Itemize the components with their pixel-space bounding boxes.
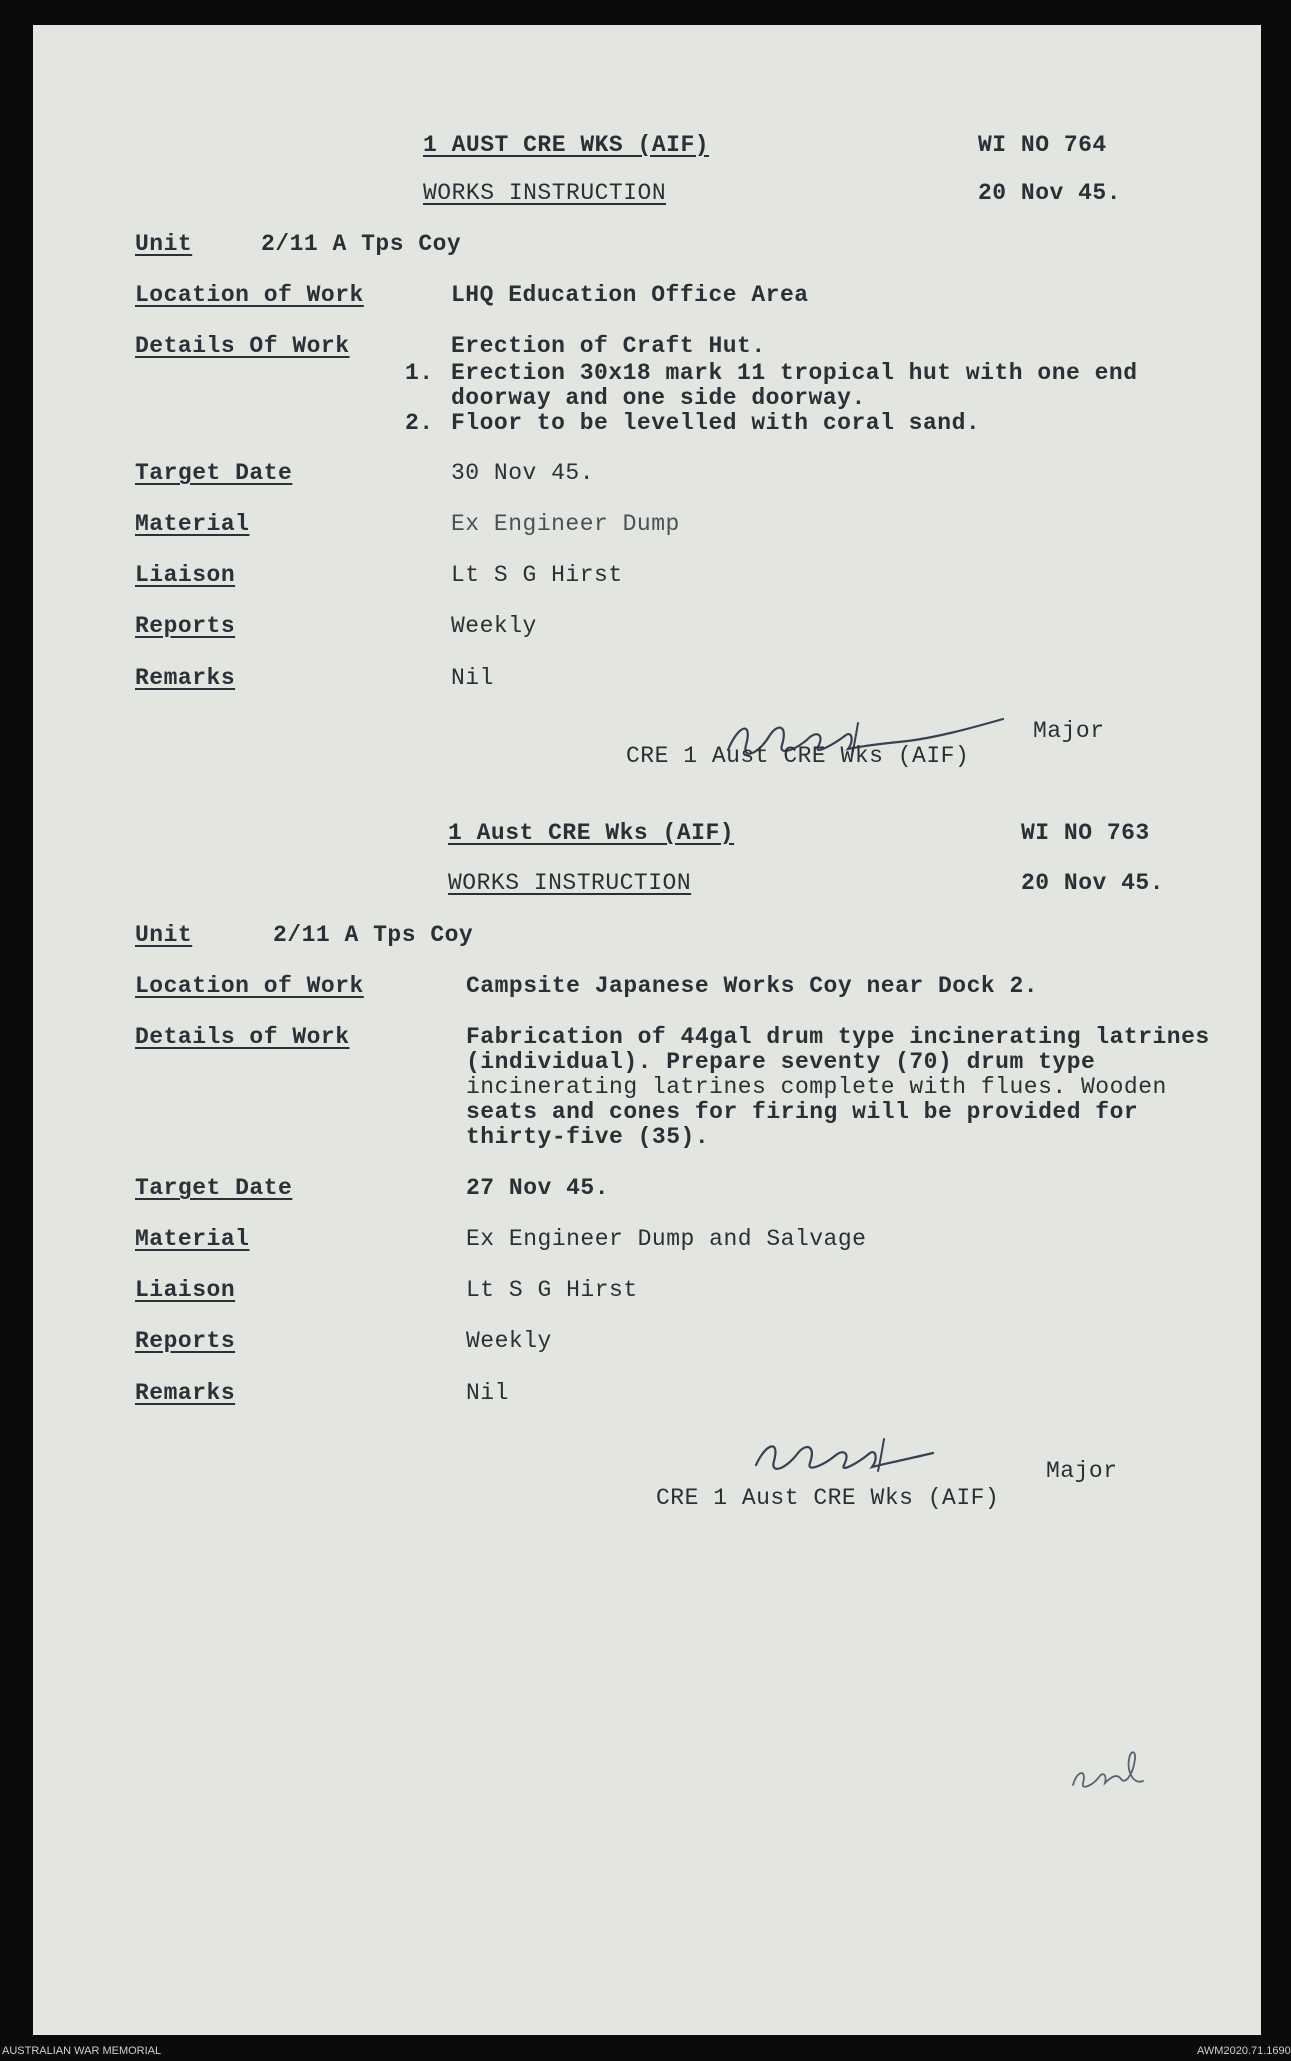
instruction-2-target-date-value: 27 Nov 45. xyxy=(466,1175,610,1201)
instruction-2-liaison-value: Lt S G Hirst xyxy=(466,1277,638,1303)
instruction-1-details-item-line: Floor to be levelled with coral sand. xyxy=(451,410,981,436)
instruction-2-remarks-label: Remarks xyxy=(135,1380,236,1406)
initials-mark xyxy=(1063,1735,1153,1805)
instruction-2-signature-title: CRE 1 Aust CRE Wks (AIF) xyxy=(656,1485,1000,1511)
instruction-2-unit-label: Unit xyxy=(135,922,193,948)
instruction-2-details-line: seats and cones for firing will be provided for xyxy=(466,1099,1139,1125)
instruction-1-subheading: WORKS INSTRUCTION xyxy=(423,180,667,206)
instruction-1-target-date-label: Target Date xyxy=(135,460,293,486)
instruction-1-date: 20 Nov 45. xyxy=(978,180,1122,206)
instruction-2-liaison-label: Liaison xyxy=(135,1277,236,1303)
instruction-1-material-value: Ex Engineer Dump xyxy=(451,511,680,537)
instruction-1-unit-label: Unit xyxy=(135,231,193,257)
instruction-1-liaison-value: Lt S G Hirst xyxy=(451,562,623,588)
instruction-1-details-item-number: 2. xyxy=(405,410,434,436)
instruction-2-material-label: Material xyxy=(135,1226,250,1252)
instruction-2-signature xyxy=(748,1425,978,1485)
instruction-2-location-value: Campsite Japanese Works Coy near Dock 2. xyxy=(466,973,1039,999)
instruction-1-unit-value: 2/11 A Tps Coy xyxy=(261,231,462,257)
instruction-2-details-line: (individual). Prepare seventy (70) drum type xyxy=(466,1049,1096,1075)
instruction-1-liaison-label: Liaison xyxy=(135,562,236,588)
instruction-2-signature-rank: Major xyxy=(1046,1458,1118,1484)
instruction-2-subheading: WORKS INSTRUCTION xyxy=(448,870,692,896)
instruction-1-material-label: Material xyxy=(135,511,250,537)
instruction-2-target-date-label: Target Date xyxy=(135,1175,293,1201)
instruction-1-wi-number: WI NO 764 xyxy=(978,132,1107,158)
instruction-2-details-line: thirty-five (35). xyxy=(466,1124,710,1150)
instruction-1-remarks-label: Remarks xyxy=(135,665,236,691)
instruction-1-signature-rank: Major xyxy=(1033,718,1105,744)
document-page xyxy=(33,25,1261,2035)
instruction-1-details-item-line: doorway and one side doorway. xyxy=(451,385,866,411)
instruction-1-location-label: Location of Work xyxy=(135,282,364,308)
instruction-2-wi-number: WI NO 763 xyxy=(1021,820,1150,846)
instruction-2-unit-value: 2/11 A Tps Coy xyxy=(273,922,474,948)
instruction-1-signature-title: CRE 1 Aust CRE Wks (AIF) xyxy=(626,743,970,769)
instruction-2-material-value: Ex Engineer Dump and Salvage xyxy=(466,1226,867,1252)
instruction-2-details-line: Fabrication of 44gal drum type incinerating latrines xyxy=(466,1024,1210,1050)
instruction-2-remarks-value: Nil xyxy=(466,1380,509,1406)
instruction-1-details-label: Details Of Work xyxy=(135,333,350,359)
instruction-1-remarks-value: Nil xyxy=(451,665,494,691)
instruction-1-location-value: LHQ Education Office Area xyxy=(451,282,809,308)
instruction-1-reports-value: Weekly xyxy=(451,613,537,639)
instruction-1-reports-label: Reports xyxy=(135,613,236,639)
instruction-2-location-label: Location of Work xyxy=(135,973,364,999)
instruction-2-heading: 1 Aust CRE Wks (AIF) xyxy=(448,820,735,846)
instruction-1-target-date-value: 30 Nov 45. xyxy=(451,460,595,486)
instruction-1-details-item-line: Erection 30x18 mark 11 tropical hut with one end xyxy=(451,360,1138,386)
instruction-2-date: 20 Nov 45. xyxy=(1021,870,1165,896)
instruction-2-reports-label: Reports xyxy=(135,1328,236,1354)
instruction-2-details-line: incinerating latrines complete with flues. Wooden xyxy=(466,1074,1167,1100)
instruction-1-details-item-number: 1. xyxy=(405,360,434,386)
instruction-2-reports-value: Weekly xyxy=(466,1328,552,1354)
instruction-1-details-intro: Erection of Craft Hut. xyxy=(451,333,766,359)
footer-accession-number: AWM2020.71.1690 xyxy=(1197,2045,1291,2057)
footer-source: AUSTRALIAN WAR MEMORIAL xyxy=(2,2045,162,2057)
instruction-2-details-label: Details of Work xyxy=(135,1024,350,1050)
instruction-1-heading: 1 AUST CRE WKS (AIF) xyxy=(423,132,710,158)
